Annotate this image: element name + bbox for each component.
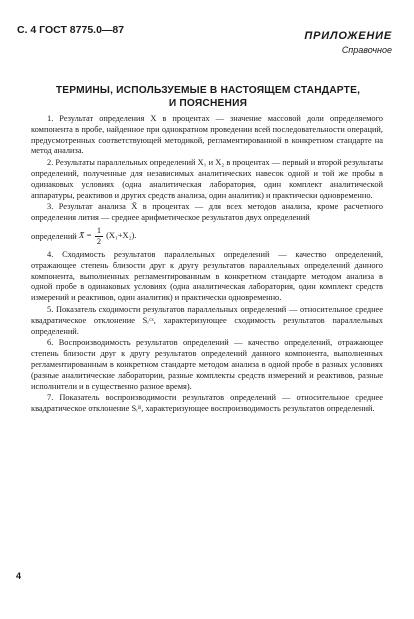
section-title-line2: И ПОЯСНЕНИЯ [168, 98, 248, 109]
formula-label: определений [31, 231, 77, 241]
standard-header: С. 4 ГОСТ 8775.0—87 [17, 24, 125, 36]
appendix-heading [304, 30, 392, 55]
section-title-line1: ТЕРМИНЫ, ИСПОЛЬЗУЕМЫЕ В НАСТОЯЩЕМ СТАНДАРТЕ, [55, 85, 361, 96]
formula-lhs: X̄ = [79, 231, 92, 241]
term-4-paragraph: 4. Сходимость результатов параллельных определений — качество определений, отражающее степень близости друг к другу результатов параллельных определений данного компонента, выполненных регламентированным в конкретном стандарте методом анализа в одной пробе в одинаковых условиях (одна аналитическая лаборатория, один комплект средств измерений и реактивов, один аналитик) и практически одновременно. [31, 249, 383, 303]
term-5-paragraph: 5. Показатель сходимости результатов параллельных определений — относительное среднее квадратическое отклонение Sᵣᶜˣ, характеризующее сходимость результатов параллельных определений. [31, 304, 383, 336]
document-body [31, 114, 383, 416]
formula-expression [79, 226, 136, 247]
section-title [30, 84, 386, 110]
term-7-paragraph: 7. Показатель воспроизводимости результатов определений — относительное среднее квадратическое отклонение Sᵣᴮ, характеризующее воспроизводимость результатов определений. [31, 393, 383, 414]
formula-denominator: 2 [96, 236, 102, 246]
formula-rhs: (X₁+X₂). [106, 231, 137, 241]
term-1-paragraph: 1. Результат определения X в процентах — значение массовой доли определяемого компонента в пробе, найденное при однократном проведении всей последовательности операций, предусмотренных соответствующей методикой, регламентированной в конкретном стандарте на метод анализа. [31, 114, 383, 156]
formula-numerator: 1 [96, 225, 102, 235]
term-2-paragraph: 2. Результаты параллельных определений X₁ и X₂ в процентах — первый и второй результаты определений, полученные для независимых аналитических навесок одной и той же пробы в одинаковых условиях (одна аналитическая лаборатория, один комплект аналитической аппаратуры, реактивов и других средств анализа, один аналитик) и практически одновременно. [31, 158, 383, 200]
formula-fraction [95, 226, 103, 247]
mean-formula [31, 226, 383, 248]
term-3-paragraph: 3. Результат анализа X̄ в процентах — для всех методов анализа, кроме расчетного определения лития — среднее арифметическое результатов двух определений [31, 202, 383, 223]
page-number: 4 [16, 571, 22, 581]
term-6-paragraph: 6. Воспроизводимость результатов определений — качество определений, отражающее степень близости друг к другу результатов определений данного компонента, выполненных регламентированным в конкретном стандарте методом анализа в одной пробе в разных условиях (разные аналитические лаборатории, разные комплекты средств измерений и реактивов, разные исполнители и в существенно разное время). [31, 338, 383, 391]
appendix-title: ПРИЛОЖЕНИЕ [304, 30, 392, 42]
appendix-subtitle: Справочное [341, 45, 392, 55]
